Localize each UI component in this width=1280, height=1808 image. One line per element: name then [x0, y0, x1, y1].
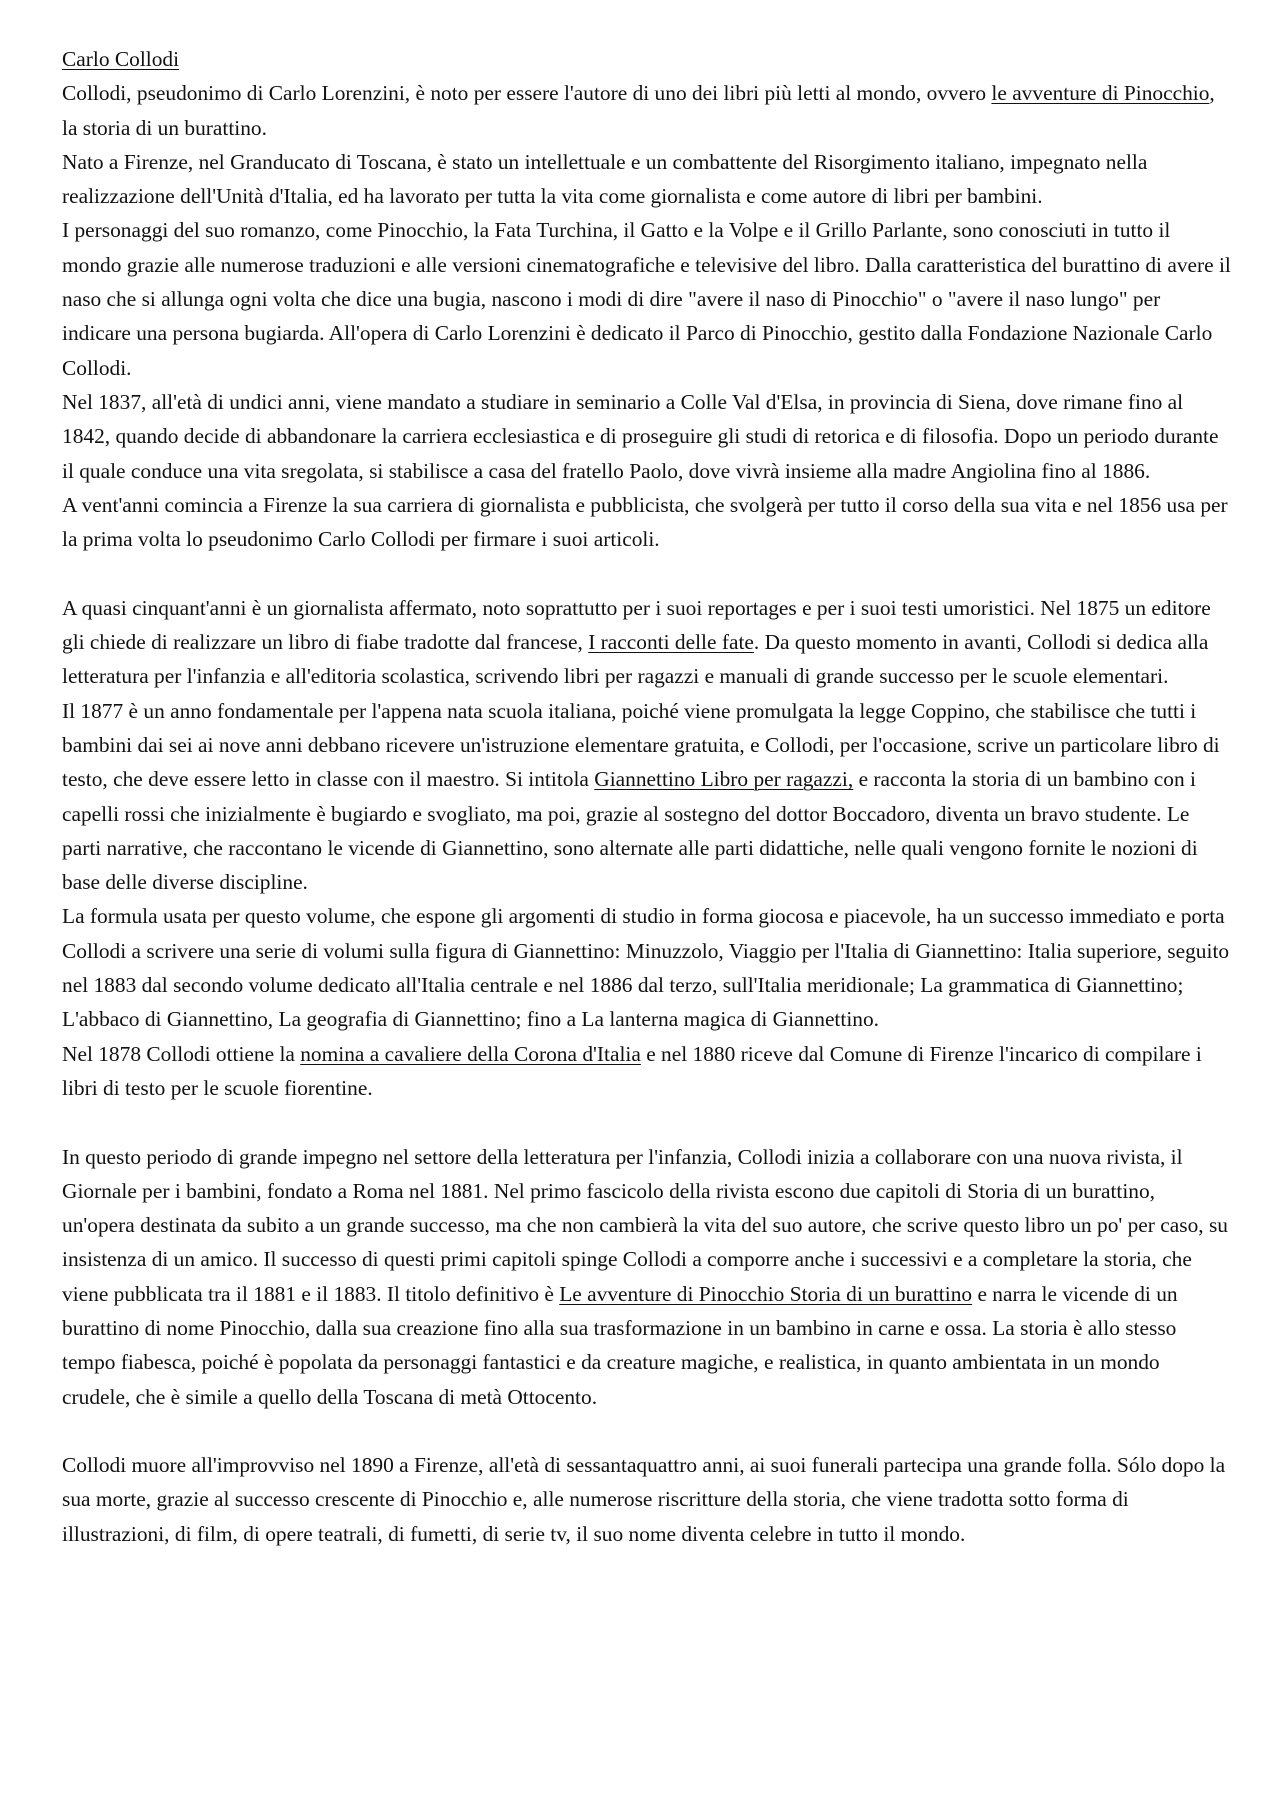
paragraph-intro — [62, 76, 1232, 145]
paragraph-seminary: Nel 1837, all'età di undici anni, viene mandato a studiare in seminario a Colle Val d'Elsa, in provincia di Siena, dove rimane fino al 1842, quando decide di abbandonare la carriera ecclesiastica e di proseguire gli studi di retorica e di filosofia. Dopo un periodo durante il quale conduce una vita sregolata, si stabilisce a casa del fratello Paolo, dove vivrà insieme alla madre Angiolina fino al 1886. — [62, 389, 1219, 483]
text-run: e racconta la storia di un bambino con i capelli rossi che inizialmente è bugiardo e svogliato, ma poi, grazie al sostegno del dottor Boccadoro, diventa un bravo studente. Le parti narrative, che raccontano le vicende di Giannettino, sono alternate alle parti didattiche, nelle quali vengono fornite le nozioni di base delle diverse discipline. — [62, 767, 1198, 895]
paragraph-knighthood — [62, 1037, 1232, 1106]
link-pinocchio[interactable]: le avventure di Pinocchio — [991, 81, 1210, 106]
text-run: Nel 1878 Collodi ottiene la — [62, 1041, 301, 1066]
document-title — [62, 42, 1232, 76]
paragraph-gap — [62, 1414, 1232, 1448]
text-run: A quasi cinquant'anni è un giornalista affermato, noto soprattutto per i suoi reportages e per i suoi testi umoristici. Nel 1875 un editore gli chiede di realizzare un libro di fiabe tradotte dal francese, — [62, 595, 1211, 655]
link-giannettino[interactable]: Giannettino Libro per ragazzi, — [594, 767, 854, 792]
paragraph-gap — [62, 556, 1232, 590]
paragraph-death: Collodi muore all'improvviso nel 1890 a Firenze, all'età di sessantaquattro anni, ai suoi funerali partecipa una grande folla. Sólo dopo la sua morte, grazie al successo crescente di Pinocchio e, alle numerose riscritture della storia, che viene tradotta sotto forma di illustrazioni, di film, di opere teatrali, di fumetti, di serie tv, il suo nome diventa celebre in tutto il mondo. — [62, 1453, 1226, 1546]
paragraph-pinocchio-story — [62, 1140, 1232, 1414]
paragraph-birth: Nato a Firenze, nel Granducato di Toscana, è stato un intellettuale e un combattente del Risorgimento italiano, impegnato nella realizzazione dell'Unità d'Italia, ed ha lavorato per tutta la vita come giornalista e come autore di libri per bambini. — [62, 149, 1148, 209]
paragraph-fairy-tales — [62, 591, 1232, 694]
link-avventure-pinocchio[interactable]: Le avventure di Pinocchio Storia di un burattino — [559, 1281, 973, 1306]
title-text: Carlo Collodi — [62, 47, 180, 71]
link-cavaliere[interactable]: nomina a cavaliere della Corona d'Italia — [300, 1041, 641, 1066]
text-run: e narra le vicende di un burattino di nome Pinocchio, dalla sua creazione fino alla sua trasformazione in un bambino in carne e ossa. La storia è allo stesso tempo fiabesca, poiché è popolata da personaggi fantastici e da creature magiche, e realistica, in quanto ambientata in un mondo crudele, che è simile a quello della Toscana di metà Ottocento. — [62, 1281, 1178, 1409]
paragraph-journalism: A vent'anni comincia a Firenze la sua carriera di giornalista e pubblicista, che svolgerà per tutto il corso della sua vita e nel 1856 usa per la prima volta lo pseudonimo Carlo Collodi per firmare i suoi articoli. — [62, 492, 1228, 552]
text-run: . Da questo momento in avanti, Collodi si dedica alla letteratura per l'infanzia e all'editoria scolastica, scrivendo libri per ragazzi e manuali di grande successo per le scuole elementari. — [62, 630, 1209, 689]
paragraph-characters: I personaggi del suo romanzo, come Pinocchio, la Fata Turchina, il Gatto e la Volpe e il Grillo Parlante, sono conosciuti in tutto il mondo grazie alle numerose traduzioni e alle versioni cinematografiche e televisive del libro. Dalla caratteristica del burattino di avere il naso che si allunga ogni volta che dice una bugia, nascono i modi di dire "avere il naso di Pinocchio" o "avere il naso lungo" per indicare una persona bugiarda. All'opera di Carlo Lorenzini è dedicato il Parco di Pinocchio, gestito dalla Fondazione Nazionale Carlo Collodi. — [62, 218, 1231, 380]
paragraph-gap — [62, 1105, 1232, 1139]
text-run: Il 1877 è un anno fondamentale per l'appena nata scuola italiana, poiché viene promulgata la legge Coppino, che stabilisce che tutti i bambini dai sei ai nove anni debbano ricevere un'istruzione elementare gratuita, e Collodi, per l'occasione, scrive un particolare libro di testo, che deve essere letto in classe con il maestro. Si intitola — [62, 698, 1220, 792]
text-run: In questo periodo di grande impegno nel settore della letteratura per l'infanzia, Collodi inizia a collaborare con una nuova rivista, il Giornale per i bambini, fondato a Roma nel 1881. Nel primo fascicolo della rivista escono due capitoli di Storia di un burattino, un'opera destinata da subito a un grande successo, ma che non cambierà la vita del suo autore, che scrive questo libro un po' per caso, su insistenza di un amico. Il successo di questi primi capitoli spinge Collodi a comporre anche i successivi e a completare la storia, che viene pubblicata tra il 1881 e il 1883. Il titolo definitivo è — [62, 1144, 1228, 1306]
paragraph-giannettino — [62, 694, 1232, 900]
document-page — [62, 42, 1232, 1551]
paragraph-series: La formula usata per questo volume, che espone gli argomenti di studio in forma giocosa e piacevole, ha un successo immediato e porta Collodi a scrivere una serie di volumi sulla figura di Giannettino: Minuzzolo, Viaggio per l'Italia di Giannettino: Italia superiore, seguito nel 1883 dal secondo volume dedicato all'Italia centrale e nel 1886 dal terzo, sull'Italia meridionale; La grammatica di Giannettino; L'abbaco di Giannettino, La geografia di Giannettino; fino a La lanterna magica di Giannettino. — [62, 904, 1230, 1032]
text-run: , la storia di un burattino. — [62, 81, 1215, 140]
text-run: e nel 1880 riceve dal Comune di Firenze l'incarico di compilare i libri di testo per le scuole fiorentine. — [62, 1041, 1202, 1100]
link-racconti-delle-fate[interactable]: I racconti delle fate — [588, 630, 754, 655]
text-run: Collodi, pseudonimo di Carlo Lorenzini, è noto per essere l'autore di uno dei libri più letti al mondo, ovvero — [62, 81, 992, 106]
